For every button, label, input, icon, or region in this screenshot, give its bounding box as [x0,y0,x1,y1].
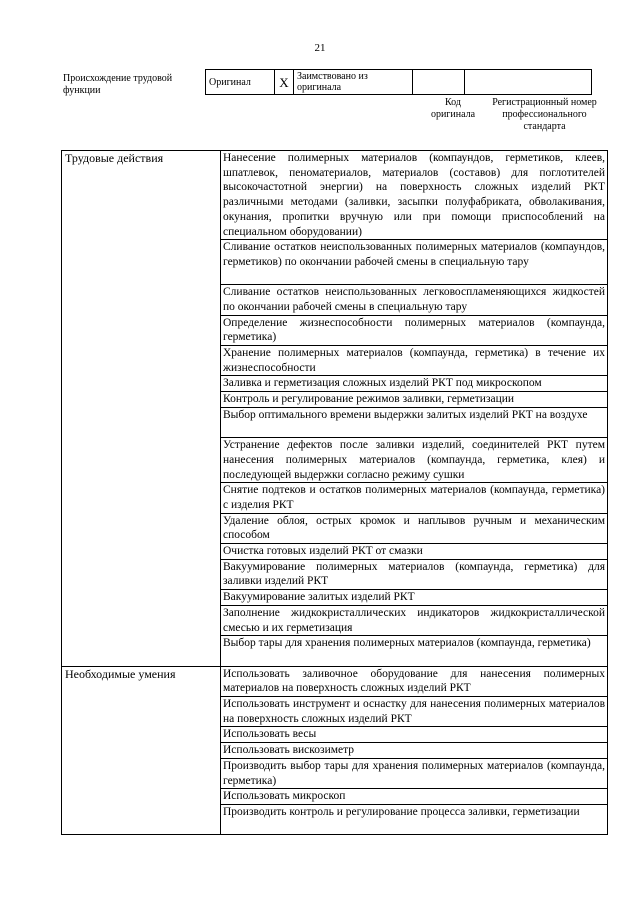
list-item: Использовать весы [221,726,607,742]
section-title: Необходимые умения [62,666,221,835]
list-item: Производить контроль и регулирование процесса заливки, герметизации [221,804,607,834]
code-cell [413,70,465,95]
list-item: Использовать микроскоп [221,788,607,804]
reg-number-caption: Регистрационный номер профессионального стандарта [492,97,597,132]
list-item: Очистка готовых изделий РКТ от смазки [221,543,607,559]
origin-table [205,69,592,95]
list-item: Вакуумирование полимерных материалов (компаунда, герметика) для заливки изделий РКТ [223,560,605,588]
list-item: Использовать вискозиметр [221,742,607,758]
list-item: Производить выбор тары для хранения полимерных материалов (компаунда, герметика) [223,759,605,787]
list-item: Использовать инструмент и оснастку для нанесения полимерных материалов на поверхность сложных изделий РКТ [223,698,605,725]
list-item: Использовать заливочное оборудование для нанесения полимерных материалов на поверхность сложных изделий РКТ [223,667,605,695]
reg-number-cell [465,70,592,95]
section-items [221,151,608,667]
original-cell: Оригинал [206,70,275,95]
list-item: Вакуумирование залитых изделий РКТ [221,589,607,605]
page-number: 21 [314,42,326,54]
list-item: Нанесение полимерных материалов (компаундов, герметиков, клеев, шпатлевок, пеноматериалов, материалов (составов) для поглотителей высокочастотной энергии) на поверхность сложных изделий РКТ различными методами (заливки, засыпки полуфабриката, обволакивания, окунания, пропитки вручную или при помощи приспособлений на специальном оборудовании) [223,152,605,238]
list-item: Заливка и герметизация сложных изделий РКТ под микроскопом [221,375,607,391]
list-item: Заполнение жидкокристаллических индикаторов жидкокристаллической смесью и их герметизация [223,606,605,634]
borrowed-cell: Заимствовано из оригинала [294,70,413,95]
section-items [221,666,608,835]
list-item: Контроль и регулирование режимов заливки, герметизации [221,391,607,407]
list-item: Сливание остатков неиспользованных полимерных материалов (компаундов, герметиков) по окончании рабочей смены в специальную тару [221,239,607,284]
list-item: Выбор оптимального времени выдержки залитых изделий РКТ на воздухе [221,407,607,437]
original-mark: X [275,70,294,95]
section-row-skills [62,666,608,835]
list-item: Определение жизнеспособности полимерных материалов (компаунда, герметика) [223,316,605,344]
function-table [61,150,608,835]
list-item: Выбор тары для хранения полимерных материалов (компаунда, герметика) [221,635,607,665]
code-caption: Код оригинала [430,97,476,120]
list-item: Устранение дефектов после заливки изделий, соединителей РКТ путем нанесения полимерных материалов (компаунда, герметика, клея) и последующей выдержки согласно режиму сушки [223,439,605,481]
list-item: Снятие подтеков и остатков полимерных материалов (компаунда, герметика) с изделия РКТ [223,484,605,512]
list-item: Удаление облоя, острых кромок и наплывов ручным и механическим способом [223,514,605,542]
list-item: Хранение полимерных материалов (компаунда, герметика) в течение их жизнеспособности [223,347,605,374]
section-title: Трудовые действия [62,151,221,667]
list-item: Сливание остатков неиспользованных легковоспламеняющихся жидкостей по окончании рабочей смены в специальную тару [223,286,605,313]
origin-label: Происхождение трудовой функции [63,73,173,96]
section-row-actions [62,151,608,667]
